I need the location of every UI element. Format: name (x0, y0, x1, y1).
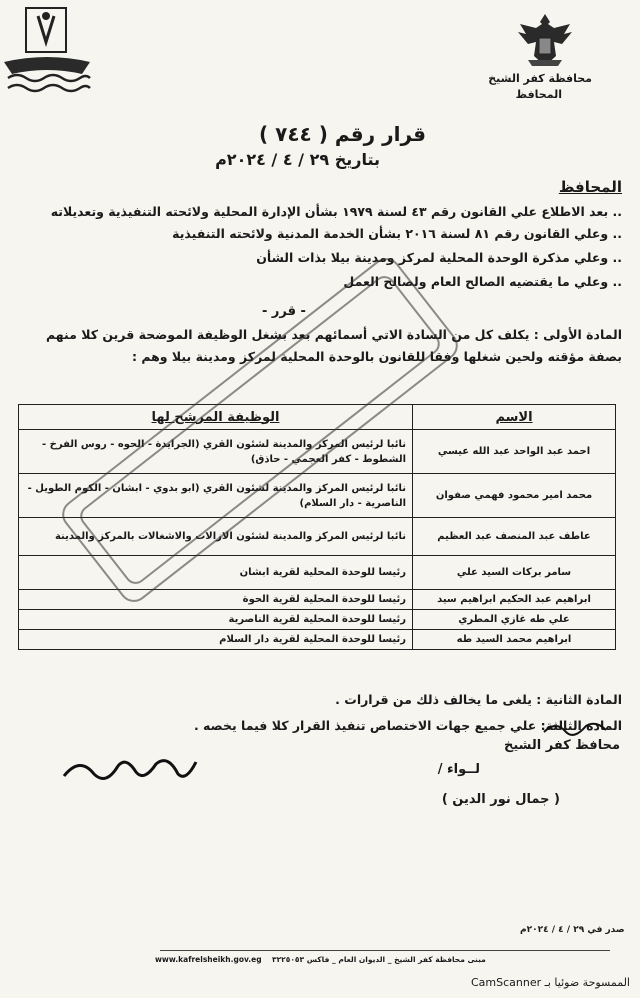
decides-heading: - قرر - (262, 304, 306, 319)
employee-name: عاطف عبد المنصف عبد العظيم (413, 518, 616, 556)
footer-address: مبنى محافظة كفر الشيخ _ الديوان العام _ فاكس ٣٢٢٥٠٥٣ (272, 955, 486, 964)
scanner-watermark: الممسوحة ضوئيا بـ CamScanner (470, 976, 630, 989)
assigned-job: رئيسا للوحدة المحلية لقرية دار السلام (19, 630, 413, 650)
assigned-job: نائبا لرئيس المركز والمدينة لشئون الازالات والاشغالات بالمركز والمدينة (19, 518, 413, 556)
footer-divider (160, 950, 610, 951)
footer-line (155, 955, 486, 964)
initials-icon (540, 718, 610, 740)
office-title: المحافظ (515, 88, 562, 101)
article-one: المادة الأولى : يكلف كل من السادة الاتي أسمائهم بعد بشغل الوظيفة الموضحة قرين كلا منهم بصفة مؤقته ولحين شغلها وفقا للقانون بالوحدة المحلية لمركز ومدينة بيلا وهم : (46, 327, 622, 364)
assigned-job: نائبا لرئيس المركز والمدينة لشئون القري (ابو بدوي - ابشان - الكوم الطويل - الناصرية - دار السلام) (19, 474, 413, 518)
assigned-job: رئيسا للوحدة المحلية لقرية الحوة (19, 590, 413, 610)
employee-name: علي طه غازي المطري (413, 610, 616, 630)
column-header-job: الوظيفة المرشح لها (19, 405, 413, 430)
article-three: المادة الثالثة: علي جميع جهات الاختصاص تنفيذ القرار كلا فيما يخصه . (193, 718, 622, 733)
preamble-item: .. وعلي القانون رقم ٨١ لسنة ٢٠١٦ بشأن الخدمة المدنية ولائحته التنفيذية (172, 226, 622, 241)
signatory-name: ( جمال نور الدين ) (441, 792, 560, 807)
governorate-name: محافظة كفر الشيخ (488, 72, 592, 85)
preamble-heading: المحافظ (558, 178, 622, 196)
website-link[interactable]: www.kafrelsheikh.gov.eg (155, 955, 262, 964)
preamble-item: .. بعد الاطلاع علي القانون رقم ٤٣ لسنة ١٩٧٩ بشأن الإدارة المحلية ولائحته التنفيذية وتعديلاته (50, 204, 622, 219)
employee-name: سامر بركات السيد علي (413, 556, 616, 590)
assigned-job: نائبا لرئيس المركز والمدينة لشئون القري (الجرايدة - الحوه - روس الفرخ - الشطوط - كفر العجمي - حاذق) (19, 430, 413, 474)
employee-name: ابراهيم عبد الحكيم ابراهيم سيد (413, 590, 616, 610)
eagle-emblem-icon (510, 10, 580, 70)
assigned-job: رئيسا للوحدة المحلية لقرية الناصرية (19, 610, 413, 630)
assigned-job: رئيسا للوحدة المحلية لقرية ابشان (19, 556, 413, 590)
employee-name: احمد عبد الواحد عبد الله عيسي (413, 430, 616, 474)
governorate-logo-icon (2, 2, 92, 98)
official-stamp-icon (30, 220, 490, 640)
decision-title: قرار رقم ( ٧٤٤ ) (259, 122, 426, 146)
handwritten-signature-icon (60, 752, 200, 786)
column-header-name: الاسم (413, 405, 616, 430)
decision-date: بتاريخ ٢٩ / ٤ / ٢٠٢٤م (215, 150, 380, 169)
issue-date: صدر في ٢٩ / ٤ / ٢٠٢٤م (520, 925, 625, 935)
preamble-item: .. وعلي ما يقتضيه الصالح العام ولصالح العمل (343, 274, 622, 289)
article-two: المادة الثانية : يلغى ما يخالف ذلك من قرارات . (335, 692, 622, 707)
preamble-item: .. وعلي مذكرة الوحدة المحلية لمركز ومدينة بيلا بذات الشأن (256, 250, 622, 265)
employee-name: ابراهيم محمد السيد طه (413, 630, 616, 650)
employee-name: محمد امير محمود فهمي صفوان (413, 474, 616, 518)
signatory-title: محافظ كفر الشيخ (503, 738, 620, 753)
signatory-rank: لــواء / (437, 762, 480, 777)
